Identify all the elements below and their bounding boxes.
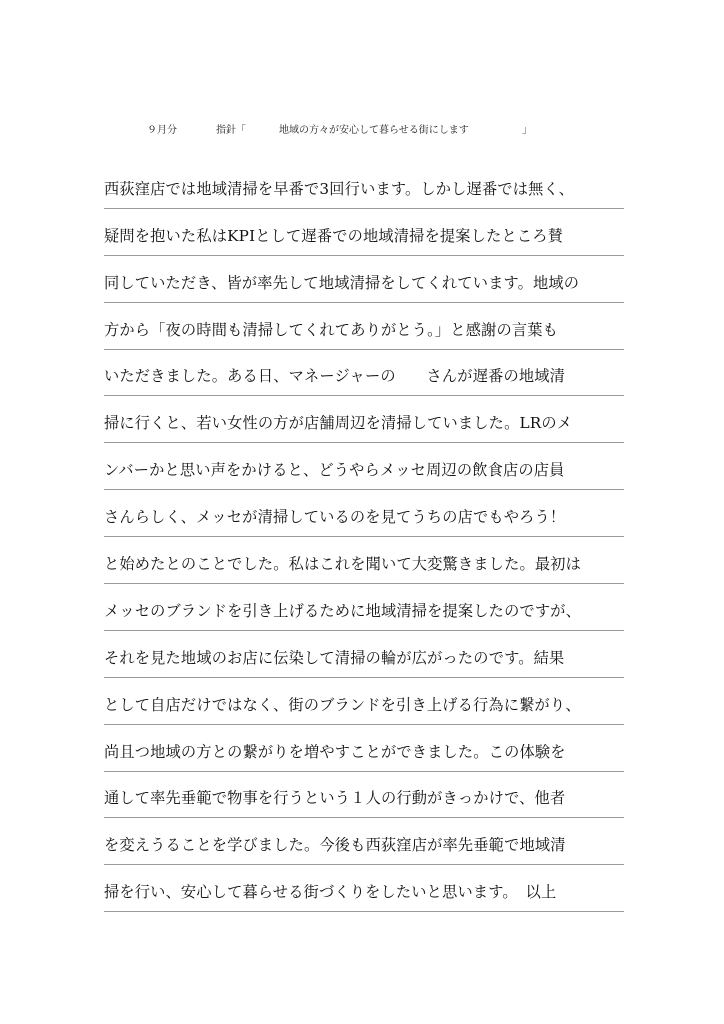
header-close-bracket: 」	[522, 125, 532, 136]
line-text: ンバーかと思い声をかけると、どうやらメッセ周辺の飲食店の店員	[104, 461, 565, 480]
header-label: 指針「	[216, 125, 246, 136]
line-text: 掃を行い、安心して暮らせる街づくりをしたいと思います。 以上	[104, 883, 557, 902]
line-text: 通して率先垂範で物事を行うという１人の行動がきっかけで、他者	[104, 789, 566, 808]
header-month: ９月分	[147, 125, 177, 136]
header-guideline: 地域の方々が安心して暮らせる街にします	[279, 125, 469, 136]
line-text: メッセのブランドを引き上げるために地域清掃を提案したのですが、	[104, 601, 582, 620]
line-text: さんらしく、メッセが清掃しているのを見てうちの店でもやろう！	[104, 508, 566, 527]
ruled-line	[104, 865, 624, 912]
ruled-line	[104, 490, 624, 537]
ruled-line	[104, 725, 624, 772]
ruled-line	[104, 818, 624, 865]
line-text: 掃に行くと、若い女性の方が店舗周辺を清掃していました。LRのメ	[104, 414, 573, 433]
ruled-line	[104, 631, 624, 678]
header	[0, 124, 724, 138]
ruled-line	[104, 303, 624, 350]
ruled-line	[104, 678, 624, 725]
ruled-line	[104, 772, 624, 819]
line-text: として自店だけではなく、街のブランドを引き上げる行為に繋がり、	[104, 695, 581, 714]
line-text: 方から「夜の時間も清掃してくれてありがとう。」と感謝の言葉も	[104, 320, 559, 339]
line-text: いただきました。ある日、マネージャーの さんが遅番の地域清	[104, 367, 566, 386]
ruled-line	[104, 209, 624, 256]
ruled-line	[104, 537, 624, 584]
ruled-line	[104, 162, 624, 209]
line-text: 疑問を抱いた私はKPIとして遅番での地域清掃を提案したところ賛	[104, 226, 564, 245]
ruled-text-body	[104, 162, 624, 912]
ruled-line	[104, 396, 624, 443]
ruled-line	[104, 584, 624, 631]
ruled-line	[104, 256, 624, 303]
line-text: 西荻窪店では地域清掃を早番で3回行います。しかし遅番では無く、	[104, 179, 574, 198]
line-text: を変えうることを学びました。今後も西荻窪店が率先垂範で地域清	[104, 836, 566, 855]
ruled-line	[104, 350, 624, 397]
ruled-line	[104, 443, 624, 490]
line-text: と始めたとのことでした。私はこれを聞いて大変驚きました。最初は	[104, 555, 582, 574]
line-text: 尚且つ地域の方との繋がりを増やすことができました。この体験を	[104, 742, 566, 761]
line-text: 同していただき、皆が率先して地域清掃をしてくれています。地域の	[104, 273, 580, 292]
line-text: それを見た地域のお店に伝染して清掃の輪が広がったのです。結果	[104, 648, 565, 667]
